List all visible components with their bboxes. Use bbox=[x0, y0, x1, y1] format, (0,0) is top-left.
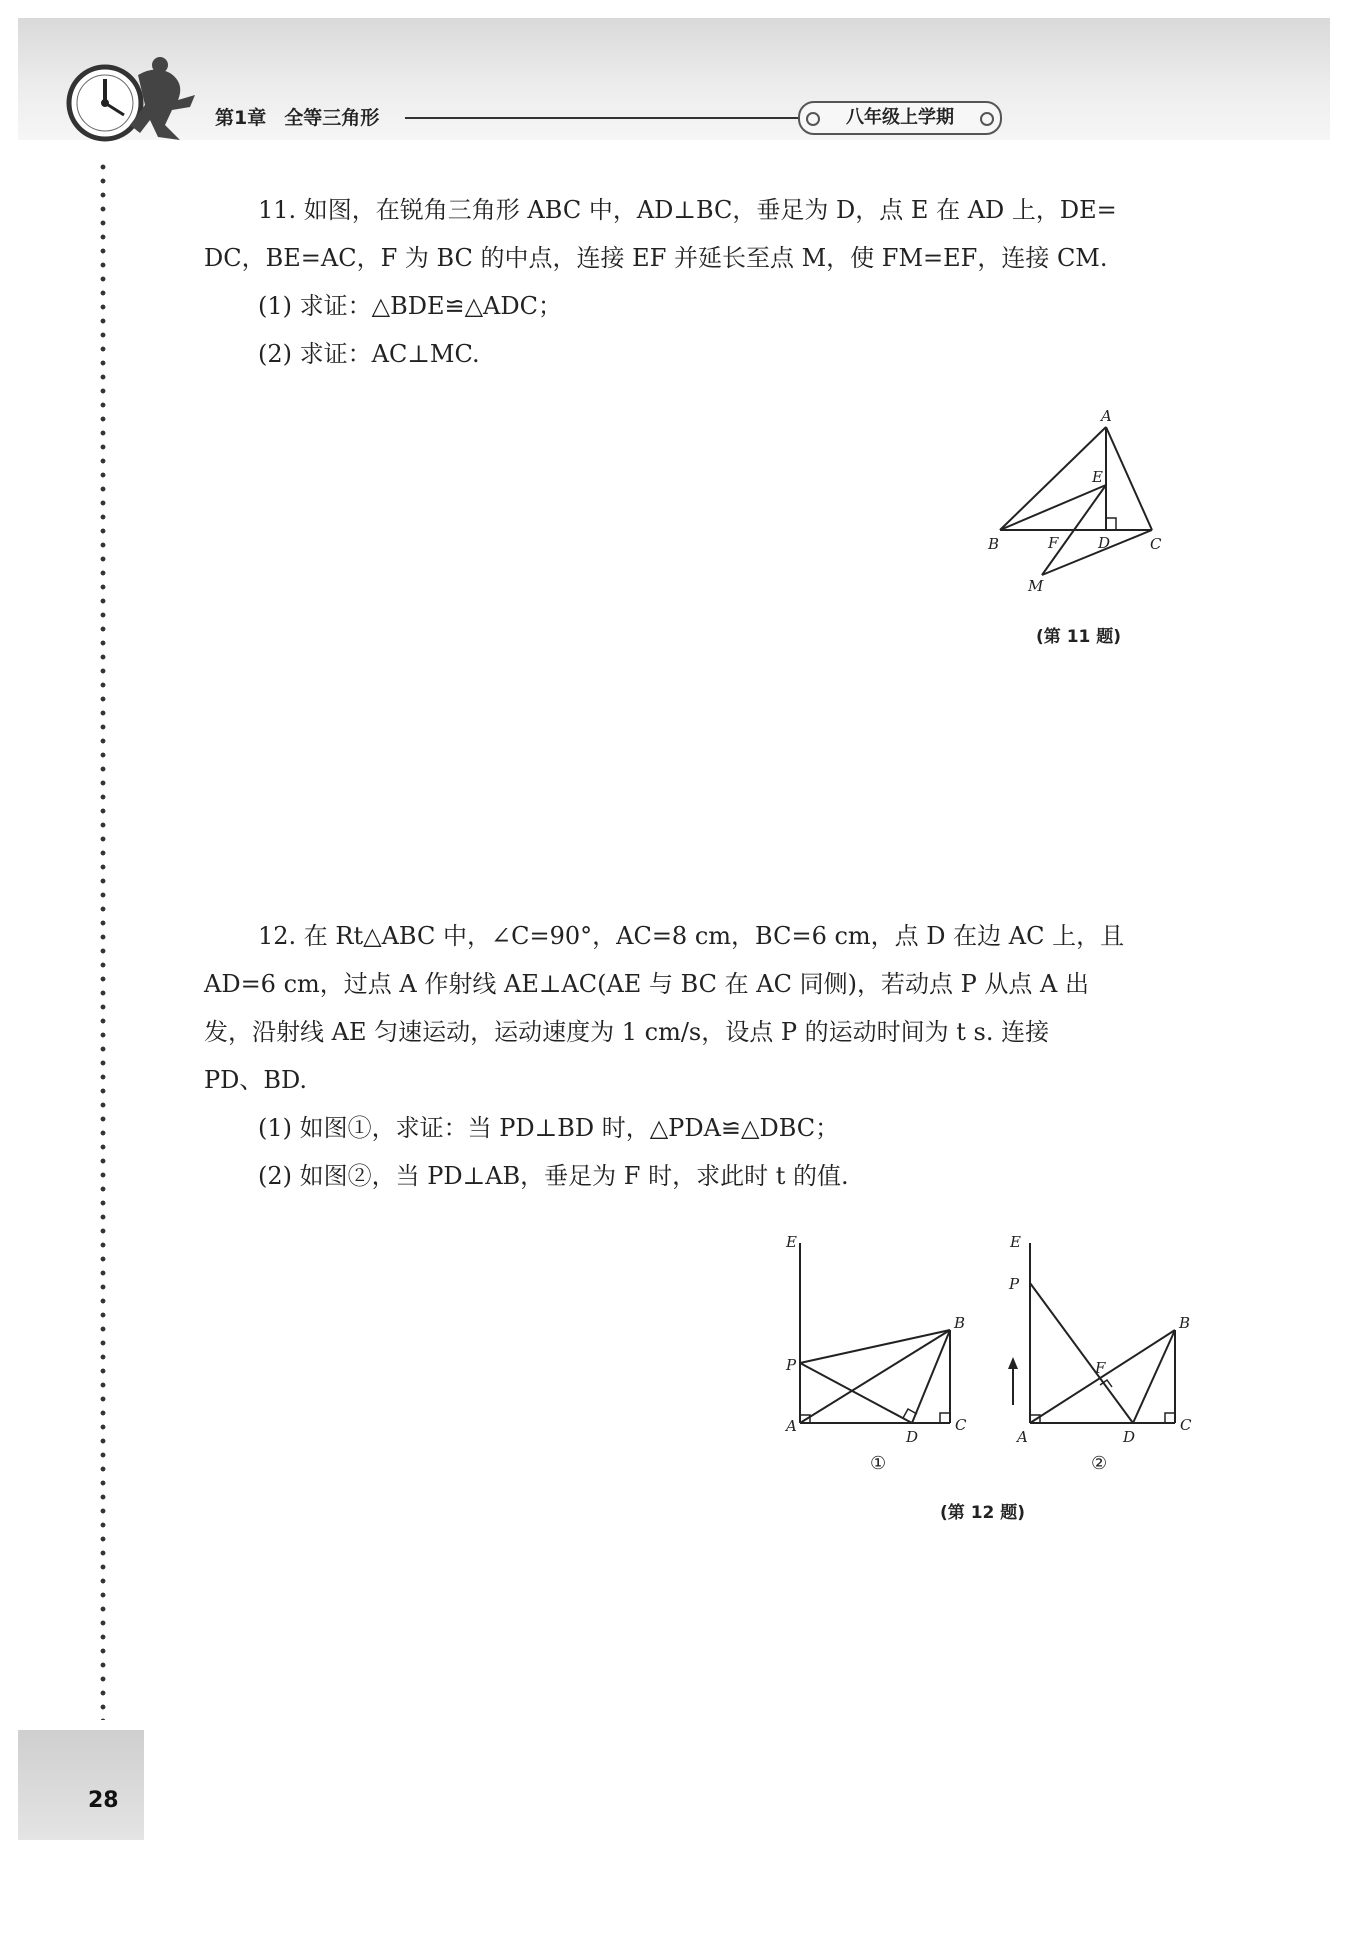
right-angle-c bbox=[940, 1413, 950, 1423]
right-angle-mark bbox=[1106, 518, 1116, 530]
arrow-up-icon bbox=[1008, 1357, 1018, 1369]
segment-ac bbox=[1106, 427, 1152, 530]
label-e: E bbox=[1092, 468, 1103, 486]
label-e: E bbox=[786, 1233, 797, 1251]
problem-11-part-1: (1) 求证：△BDE≌△ADC； bbox=[258, 292, 562, 320]
caption-11: (第 11 题) bbox=[1036, 627, 1122, 647]
label-d: D bbox=[1123, 1428, 1136, 1446]
problem-11-line-2: DC，BE=AC，F 为 BC 的中点，连接 EF 并延长至点 M，使 FM=EF，连接 CM. bbox=[204, 244, 1108, 272]
figure-11 bbox=[980, 405, 1180, 605]
label-p: P bbox=[786, 1356, 797, 1374]
chapter-number: 第1章 bbox=[215, 107, 267, 129]
page-number: 28 bbox=[88, 1788, 119, 1813]
figure-number-1: ① bbox=[870, 1453, 887, 1474]
label-c: C bbox=[1180, 1416, 1192, 1434]
problem-12-part-1: (1) 如图①，求证：当 PD⊥BD 时，△PDA≌△DBC； bbox=[258, 1114, 840, 1142]
chapter-title: 全等三角形 bbox=[284, 107, 380, 129]
problem-12-part-2: (2) 如图②，当 PD⊥AB，垂足为 F 时，求此时 t 的值. bbox=[258, 1162, 849, 1190]
label-p: P bbox=[1009, 1275, 1020, 1293]
segment-pd bbox=[1030, 1283, 1133, 1423]
page-number-box bbox=[18, 1730, 144, 1840]
figure-number-2: ② bbox=[1091, 1453, 1108, 1474]
segment-pd bbox=[800, 1363, 912, 1423]
label-c: C bbox=[955, 1416, 967, 1434]
label-b: B bbox=[988, 535, 1000, 553]
segment-ab bbox=[1000, 427, 1106, 530]
problem-11-part-2: (2) 求证：AC⊥MC. bbox=[258, 340, 480, 368]
header-rule bbox=[405, 117, 800, 119]
caption-12: (第 12 题) bbox=[940, 1503, 1026, 1523]
label-b: B bbox=[1179, 1314, 1191, 1332]
label-a: A bbox=[1017, 1428, 1028, 1446]
label-f: F bbox=[1095, 1359, 1106, 1377]
grade-badge: 八年级上学期 bbox=[798, 101, 1002, 135]
label-e: E bbox=[1010, 1233, 1021, 1251]
label-m: M bbox=[1028, 577, 1044, 595]
label-d: D bbox=[1098, 534, 1111, 552]
label-f: F bbox=[1048, 534, 1059, 552]
binding-dots bbox=[100, 160, 106, 1720]
figure-12-2 bbox=[995, 1225, 1205, 1475]
problem-12-line-3: 发，沿射线 AE 匀速运动，运动速度为 1 cm/s，设点 P 的运动时间为 t s. 连接 bbox=[204, 1018, 1050, 1046]
problem-12 bbox=[204, 912, 1194, 1200]
segment-pb bbox=[800, 1330, 950, 1363]
problem-12-line-2: AD=6 cm，过点 A 作射线 AE⊥AC(AE 与 BC 在 AC 同侧)，若动点 P 从点 A 出 bbox=[204, 970, 1089, 998]
problem-11 bbox=[204, 186, 1194, 378]
compass-runner-logo bbox=[60, 55, 200, 145]
segment-bd bbox=[912, 1330, 950, 1423]
problem-12-line-4: PD、BD. bbox=[204, 1066, 308, 1094]
problem-11-line-1: 11. 如图，在锐角三角形 ABC 中，AD⊥BC，垂足为 D，点 E 在 AD 上，DE= bbox=[258, 196, 1117, 224]
label-b: B bbox=[954, 1314, 966, 1332]
label-a: A bbox=[786, 1417, 797, 1435]
label-a: A bbox=[1101, 407, 1112, 425]
segment-ab bbox=[800, 1330, 950, 1423]
chapter-heading bbox=[215, 103, 397, 130]
label-d: D bbox=[906, 1428, 919, 1446]
label-c: C bbox=[1150, 535, 1162, 553]
right-angle-c bbox=[1165, 1413, 1175, 1423]
problem-12-line-1: 12. 在 Rt△ABC 中，∠C=90°，AC=8 cm，BC=6 cm，点 D 在边 AC 上，且 bbox=[258, 922, 1125, 950]
figure-12-1 bbox=[770, 1225, 980, 1475]
